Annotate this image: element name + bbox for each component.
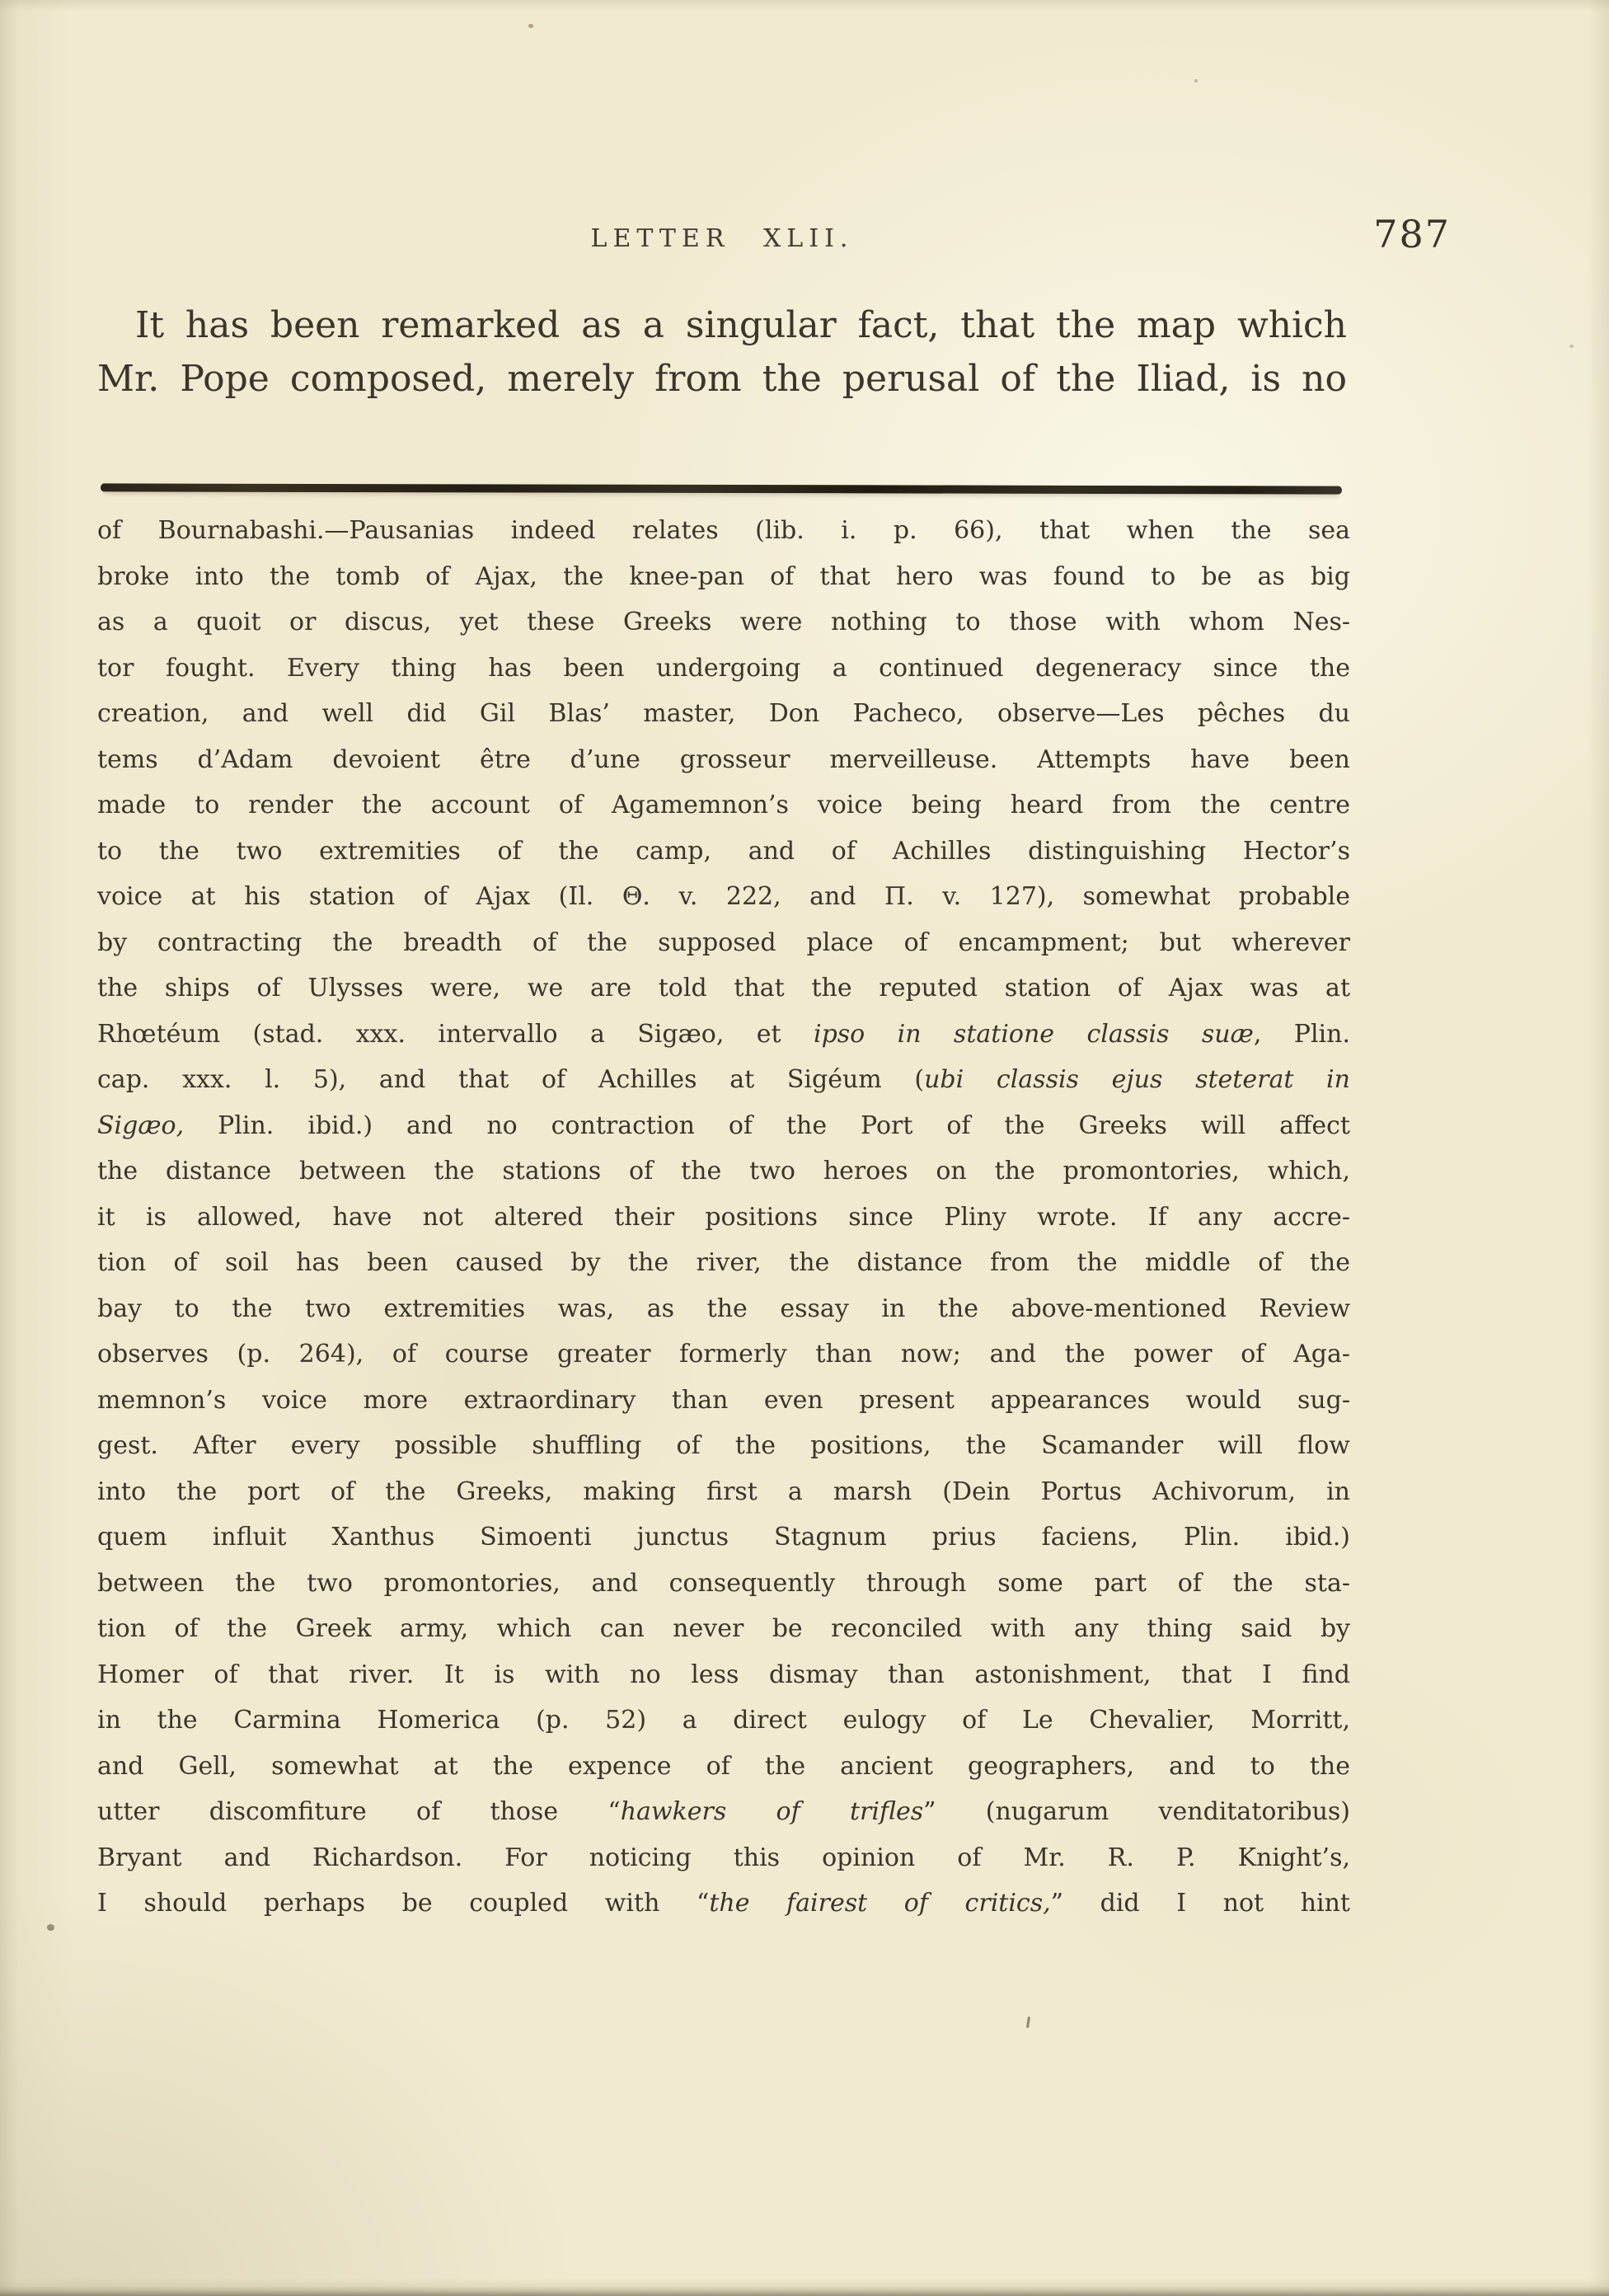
footnote-text: and Gell, somewhat at the expence of the ancient geographers, and to the — [97, 1751, 1350, 1781]
footnote-text: cap. xxx. l. 5), and that of Achilles at Sigéum ( — [97, 1065, 925, 1094]
body-line: Mr. Pope composed, merely from the perusal of the Iliad, is no — [97, 358, 1347, 400]
footnote-text: Plin. ibid.) and no contraction of the Port of the Greeks will affect — [184, 1110, 1350, 1140]
footnote-text: memnon’s voice more extraordinary than even present appearances would sug- — [97, 1385, 1350, 1415]
body-paragraph — [97, 298, 1347, 406]
footnote-line — [97, 1514, 1350, 1561]
footnote-line — [97, 1880, 1350, 1927]
footnote-line — [97, 1697, 1350, 1744]
footnote-line — [97, 646, 1350, 692]
footnote-text: utter discomfiture of those “ — [97, 1797, 621, 1826]
footnote-line — [97, 1606, 1350, 1652]
paper-speck — [528, 24, 533, 28]
footnote-line — [97, 1103, 1350, 1149]
footnote-text: the ships of Ulysses were, we are told that the reputed station of Ajax was at — [97, 974, 1350, 1002]
footnote-line — [97, 1835, 1350, 1881]
footnote-line — [97, 920, 1350, 966]
footnote-text: tion of soil has been caused by the river, the distance from the middle of the — [97, 1248, 1350, 1277]
footnote-line — [97, 1789, 1350, 1835]
footnote-line — [97, 554, 1350, 600]
footnote-line — [97, 1469, 1350, 1515]
footnote-text: between the two promontories, and consequently through some part of the sta- — [97, 1568, 1350, 1598]
footnote-line — [97, 1148, 1350, 1195]
footnote-line — [97, 874, 1350, 920]
footnote-text: to the two extremities of the camp, and of Achilles distinguishing Hector’s — [97, 836, 1350, 866]
footnote-line — [97, 1057, 1350, 1103]
footnote-block — [97, 508, 1350, 1927]
footnote-text: Bryant and Richardson. For noticing this opinion of Mr. R. P. Knight’s, — [97, 1843, 1350, 1872]
footnote-text: tor fought. Every thing has been undergoing a continued degeneracy since the — [97, 653, 1350, 683]
footnote-line — [97, 1240, 1350, 1286]
footnote-text: ” did I not hint — [1050, 1889, 1350, 1918]
body-line: It has been remarked as a singular fact, that the map which — [135, 304, 1347, 346]
footnote-text: , Plin. — [1253, 1019, 1350, 1049]
footnote-text: bay to the two extremities was, as the essay in the above-mentioned Review — [97, 1294, 1350, 1323]
footnote-line — [97, 1423, 1350, 1469]
footnote-text: voice at his station of Ajax (Il. Θ. v. 222, and Π. v. 127), somewhat probable — [97, 882, 1350, 911]
footnote-text: into the port of the Greeks, making first a marsh (Dein Portus Achivorum, in — [97, 1477, 1350, 1506]
footnote-line — [97, 691, 1350, 737]
footnote-text: in the Carmina Homerica (p. 52) a direct eulogy of Le Chevalier, Morritt, — [97, 1706, 1350, 1735]
footnote-text: observes (p. 264), of course greater formerly than now; and the power of Aga- — [97, 1340, 1350, 1369]
footnote-text: the distance between the stations of the two heroes on the promontories, which, — [97, 1157, 1350, 1186]
paper-speck — [1569, 345, 1574, 348]
footnote-text: tems d’Adam devoient être d’une grosseur merveilleuse. Attempts have been — [97, 744, 1350, 774]
footnote-line — [97, 599, 1350, 646]
footnote-text: it is allowed, have not altered their positions since Pliny wrote. If any accre- — [97, 1202, 1350, 1232]
footnote-text: of Bournabashi.—Pausanias indeed relates (lib. i. p. 66), that when the sea — [97, 516, 1350, 545]
page-number: 787 — [1373, 212, 1451, 256]
footnote-text: tion of the Greek army, which can never be reconciled with any thing said by — [97, 1614, 1350, 1643]
footnote-text: broke into the tomb of Ajax, the knee-pan of that hero was found to be as big — [97, 561, 1350, 591]
footnote-italic-text: the fairest of critics, — [709, 1889, 1051, 1918]
footnote-text: made to render the account of Agamemnon’s voice being heard from the centre — [97, 791, 1350, 819]
footnote-text: Rhœtéum (stad. xxx. intervallo a Sigæo, et — [97, 1019, 814, 1049]
footnote-line — [97, 1331, 1350, 1378]
footnote-line — [97, 1378, 1350, 1424]
footnote-text: ” (nugarum venditatoribus) — [923, 1797, 1350, 1826]
footnote-text: by contracting the breadth of the supposed place of encampment; but wherever — [97, 927, 1350, 957]
footnote-text: gest. After every possible shuffling of the positions, the Scamander will flow — [97, 1431, 1350, 1460]
footnote-divider-rule — [101, 483, 1342, 494]
footnote-line — [97, 1195, 1350, 1241]
footnote-italic-text: hawkers of trifles — [620, 1797, 924, 1826]
footnote-line — [97, 829, 1350, 875]
footnote-line — [97, 1652, 1350, 1698]
paper-speck — [1194, 79, 1198, 82]
footnote-text: as a quoit or discus, yet these Greeks were nothing to those with whom Nes- — [97, 608, 1350, 636]
footnote-line — [97, 737, 1350, 783]
footnote-italic-text: Sigæo, — [97, 1110, 185, 1140]
footnote-line — [97, 965, 1350, 1012]
running-head-title: LETTER XLII. — [590, 224, 854, 253]
footnote-text: Homer of that river. It is with no less dismay than astonishment, that I find — [97, 1660, 1350, 1689]
footnote-text: creation, and well did Gil Blas’ master, Don Pacheco, observe—Les pêches du — [97, 699, 1350, 728]
footnote-italic-text: ipso in statione classis suæ — [813, 1019, 1254, 1049]
footnote-line — [97, 1286, 1350, 1332]
footnote-line — [97, 1561, 1350, 1607]
paper-speck — [47, 1924, 54, 1931]
footnote-text: I should perhaps be coupled with “ — [97, 1889, 710, 1918]
footnote-line — [97, 1012, 1350, 1058]
footnote-text: quem influit Xanthus Simoenti junctus Stagnum prius faciens, Plin. ibid.) — [97, 1523, 1350, 1552]
footnote-line — [97, 508, 1350, 554]
paper-speck — [1026, 2017, 1030, 2028]
footnote-line — [97, 782, 1350, 829]
footnote-italic-text: ubi classis ejus steterat in — [924, 1065, 1350, 1094]
footnote-line — [97, 1744, 1350, 1790]
